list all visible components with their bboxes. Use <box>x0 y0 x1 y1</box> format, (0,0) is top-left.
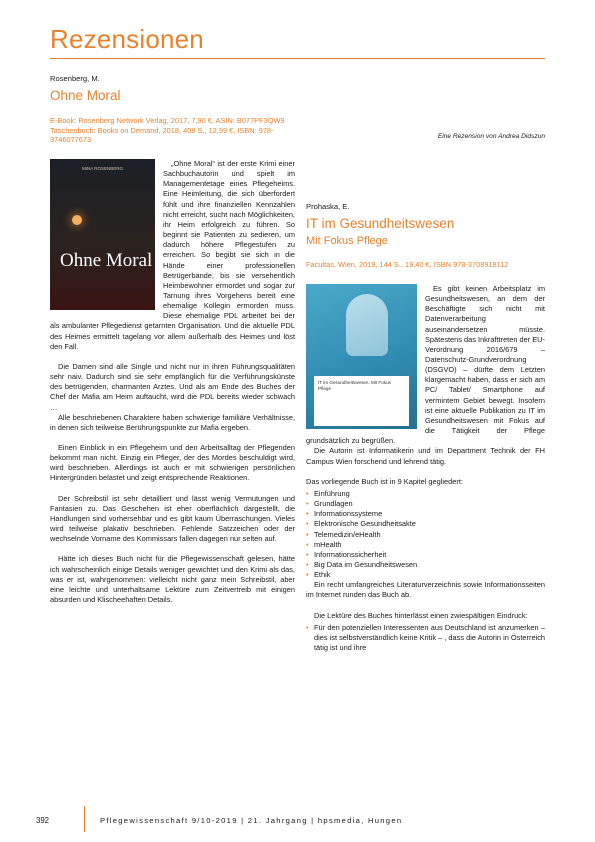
list-item: • Grundlagen <box>306 499 545 509</box>
hand-illustration <box>346 294 388 356</box>
list-item: • Einführung <box>306 489 545 499</box>
review2-text <box>306 284 545 467</box>
review2-title: IT im Gesundheitswesen <box>306 216 455 232</box>
after-chapters: Ein recht umfangreiches Literaturverzeichnis sowie Informationsseiten im Internet runden das Buch ab. <box>306 580 545 600</box>
review1-paragraph: Alle beschriebenen Charaktere haben schwierige familiäre Verhältnisse, in denen sich teilweise Berührungspunkte zur Mafia ergeben. <box>50 412 295 432</box>
review1-paragraph: Hätte ich dieses Buch nicht für die Pflegewissenschaft gelesen, hätte ich wahrscheinlich einige Details weniger gewichtet und den Krimi als das, was er ist, wahrgenommen: vielleicht nicht ganz mein Schreibstil, aber eine leichte und unterhaltsame Lektüre zum Zeitvertreib mit einigen absurden und Klischeehaften Details. <box>50 554 295 605</box>
list-item: • Telemedizin/eHealth <box>306 530 545 540</box>
footer-text: Pflegewissenschaft 9/10-2019 | 21. Jahrgang | hpsmedia, Hungen <box>100 816 403 825</box>
impression-list <box>306 623 545 653</box>
left-column <box>50 74 295 605</box>
right-column <box>306 74 545 653</box>
list-item: • Für den potenziellen Interessenten aus Deutschland ist anzumerken – dies ist selbstverständlich keine Kritik – , dass die Autorin in Österreich tätig ist und ihre <box>306 623 545 653</box>
title-rule <box>50 58 545 59</box>
impression-intro: Die Lektüre des Buches hinterlässt einen zwiespältigen Eindruck: <box>314 610 528 620</box>
cover2-card <box>314 376 409 426</box>
review1-paragraph: „Ohne Moral“ ist der erste Krimi einer Sachbuchautorin und spielt im Managementetage eines Pflegeheims. Eine Heimleitung, die sich überfordert fühlt und ihre finanziellen Kennzahlen nicht erreicht, sucht nach Möglichkeiten, ihr Heim erfolgreich zu führen. So beginnt sie Patienten zu sedieren, um dadurch höhere Pflegestufen zu erreichen. So begibt sie sich in die Hände einer professionellen Betrügerbande, bis sie versehentlich Heimbewohner ermordet und sogar zur Tarnung ihres Vorgehens bereit eine ehemalige Kollegin ermorden muss. Diese ehemalige PDL arbeitet bei der als ambulanter Pflegedienst getarnten Organisation. Und die aktuelle PDL des Heimes ermittelt tagelang vor allem außerhalb des Heimes und löst den Fall. <box>50 158 295 351</box>
review2-book-cover <box>306 284 417 429</box>
review1-author: Rosenberg, M. <box>50 74 100 83</box>
moon-illustration <box>72 215 82 225</box>
list-item: • Elektronische Gesundheitsakte <box>306 519 545 529</box>
page-number: 392 <box>36 816 50 825</box>
review1-book-cover <box>50 159 155 310</box>
list-item: • Ethik <box>306 570 545 580</box>
cover2-title: IT im Gesundheitswesen. Mit Fokus Pflege <box>318 379 391 391</box>
list-item: • Informationssysteme <box>306 509 545 519</box>
review2-subtitle: Mit Fokus Pflege <box>306 235 388 248</box>
review1-paragraph: Der Schreibstil ist sehr detailliert und lässt wenig Vermutungen und Fantasien zu. Das Geschehen ist eher oberflächlich dargestellt, die Handlungen sind vorhersehbar und es gibt kaum Überraschungen. Vieles wird teilweise plakativ beschrieben. Fehlende Satzzeichen oder der wechselnde Vorname des Kommissars fallen dagegen nur selten auf. <box>50 493 295 544</box>
review1-credit: Eine Rezension von Andrea Didszun <box>437 133 545 140</box>
footer-rule <box>84 806 85 832</box>
cover1-title: Ohne Moral <box>60 249 153 271</box>
review2-paragraph: Die Autorin ist Informatikerin und im Department Technik der FH Campus Wien forschend und lehrend tätig. <box>306 446 545 466</box>
review1-title: Ohne Moral <box>50 88 121 104</box>
cover1-author: MINA ROSENBERG <box>81 165 123 171</box>
review2-paragraph: Es gibt keinen Arbeitsplatz im Gesundheitswesen, an dem der Beschäftigte sich nicht mit Datenverarbeitung auseinandersetzen müsste. Spätestens das Inkrafttreten der EU-Verordnung 2016/679 – Datenschutz-Grundverordnung (DSGVO) – dürfte dem Letzten klargemacht haben, dass er sich am PC/ Tablet/ Smartphone auf vermintem Gebiet bewegt. Insofern ist eine aktuelle Publikation zu IT im Gesundheitswesen mit Fokus auf die Tätigkeit der Pflege grundsätzlich zu begrüßen. <box>306 283 545 446</box>
list-item: • Informationssicherheit <box>306 550 545 560</box>
chapters-intro: Das vorliegende Buch ist in 9 Kapitel gegliedert: <box>306 476 463 486</box>
list-item: • mHealth <box>306 540 545 550</box>
review2-meta: Facultas, Wien, 2019, 144 S., 19,40 €, ISBN 978-3708918112 <box>306 260 509 270</box>
review1-paragraph: Die Damen sind alle Single und nicht nur in ihren Führungsqualitäten sehr naiv. Dadurch sind sie sehr empfänglich für die Verführungskünste des betrügenden, charmanten Arztes. Und als am Ende des Buches der Chef der Mafia am Heim auftaucht, wird die PDL bereits wieder schwach … <box>50 361 295 412</box>
review1-text <box>50 159 295 605</box>
page-title: Rezensionen <box>50 24 204 54</box>
review2 <box>306 202 545 653</box>
list-item: • Big Data im Gesundheitswesen <box>306 560 545 570</box>
review1-meta: E-Book: Rosenberg Network Verlag, 2017, 7,90 €, ASIN: B077PF3QW9 Taschenbuch: Books on Demand, 2018, 408 S., 12,99 €, ISBN: 978-3746077673 <box>50 116 285 145</box>
chapter-list <box>306 489 545 580</box>
review1-paragraph: Einen Einblick in ein Pflegeheim und den Arbeitsalltag der Pflegenden bekommt man nicht. Einzig ein Pfleger, der des Mordes beschuldigt wird, wird beschrieben. Allerdings ist auch er mit schwierigen persönlichen Hintergründen belastet und zeigt entsprechende Reaktionen. <box>50 443 295 483</box>
review2-author: Prohaska, E. <box>306 202 350 212</box>
